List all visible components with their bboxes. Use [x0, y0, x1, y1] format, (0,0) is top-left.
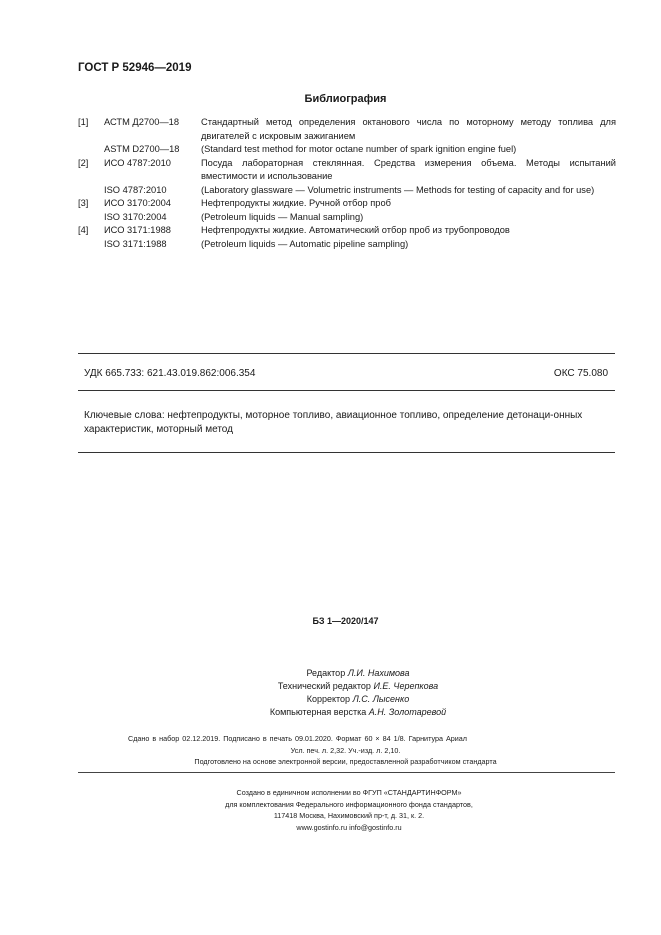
entry-number: [1] [78, 117, 89, 127]
entry-number: [2] [78, 157, 89, 168]
credit-role: Редактор [306, 668, 346, 678]
bibliography-entry [78, 143, 616, 157]
divider-middle [78, 390, 615, 391]
footer-line: 117418 Москва, Нахимовский пр-т, д. 31, к. 2. [273, 811, 425, 820]
credit-line [258, 706, 458, 719]
document-id: ГОСТ Р 52946—2019 [78, 62, 192, 74]
bibliography-entry [78, 197, 616, 211]
entry-number [78, 211, 104, 225]
footer-line: для комплектования Федерального информационного фонда стандартов, [225, 799, 473, 809]
standard-title: Посуда лабораторная стеклянная. Средства измерения объема. Методы испытаний вместимости и использование [201, 157, 616, 181]
credit-line [258, 667, 458, 680]
print-info-line1: Сдано в набор 02.12.2019. Подписано в печать 09.01.2020. Формат 60 × 84 1/8. Гарнитура Ариал [128, 734, 467, 743]
credit-role: Технический редактор [277, 681, 371, 691]
bibliography-entry [78, 238, 616, 252]
standard-code: ИСО 4787:2010 [104, 157, 171, 168]
entry-number: [4] [78, 225, 89, 235]
footer-line: www.gostinfo.ru info@gostinfo.ru [296, 822, 402, 832]
standard-code: ISO 4787:2010 [104, 184, 167, 195]
footer-line: Создано в единичном исполнении во ФГУП «СТАНДАРТИНФОРМ» [236, 788, 462, 797]
standard-code: ISO 3170:2004 [104, 211, 167, 222]
entry-number [78, 184, 104, 198]
standard-title: (Petroleum liquids — Automatic pipeline sampling) [201, 238, 409, 249]
keywords: Ключевые слова: нефтепродукты, моторное топливо, авиационное топливо, определение детонаци-онных характеристик, моторный метод [84, 410, 583, 435]
credit-line [258, 680, 458, 693]
standard-title: (Standard test method for motor octane number of spark ignition engine fuel) [201, 144, 517, 154]
credits-block [258, 667, 458, 719]
divider-top [78, 353, 615, 354]
entry-number [78, 143, 104, 157]
bibliography-entry [78, 224, 616, 238]
credit-name: А.Н. Золотаревой [368, 707, 447, 717]
footer-divider [78, 772, 615, 773]
standard-title: (Petroleum liquids — Manual sampling) [201, 211, 364, 222]
entry-number: [3] [78, 198, 89, 208]
divider-bottom [78, 452, 615, 453]
standard-title: Нефтепродукты жидкие. Ручной отбор проб [201, 198, 391, 208]
standard-title: (Laboratory glassware — Volumetric instruments — Methods for testing of capacity and for use) [201, 184, 595, 195]
standard-code: ИСО 3171:1988 [104, 225, 171, 235]
udk-code: УДК 665.733: 621.43.019.862:006.354 [84, 368, 256, 379]
credit-name: Л.И. Нахимова [347, 668, 410, 678]
credit-role: Компьютерная верстка [269, 707, 367, 717]
credit-name: И.Е. Черепкова [373, 681, 439, 691]
bibliography-entry [78, 184, 616, 198]
credit-name: Л.С. Лысенко [352, 694, 410, 704]
bz-number: БЗ 1—2020/147 [312, 616, 379, 626]
entry-number [78, 238, 104, 252]
standard-code: ISO 3171:1988 [104, 238, 167, 249]
bibliography-title: Библиография [304, 93, 387, 105]
standard-code: АСТМ Д2700—18 [104, 117, 180, 127]
standard-code: ASTM D2700—18 [104, 144, 180, 154]
bibliography-entry [78, 157, 616, 184]
oks-code: ОКС 75.080 [553, 368, 608, 379]
bibliography-list [78, 116, 616, 251]
credit-role: Корректор [306, 694, 351, 704]
standard-code: ИСО 3170:2004 [104, 198, 171, 208]
standard-title: Нефтепродукты жидкие. Автоматический отбор проб из трубопроводов [201, 225, 510, 235]
print-info-line2: Усл. печ. л. 2,32. Уч.-изд. л. 2,10. [290, 746, 401, 755]
bibliography-entry [78, 116, 616, 143]
prepared-note: Подготовлено на основе электронной версии, предоставленной разработчиком стандарта [194, 757, 497, 766]
standard-title: Стандартный метод определения октанового числа по моторному методу топлива для двигателей с искровым зажиганием [201, 117, 616, 141]
credit-line [258, 693, 458, 706]
bibliography-entry [78, 211, 616, 225]
publisher-footer [164, 787, 534, 833]
